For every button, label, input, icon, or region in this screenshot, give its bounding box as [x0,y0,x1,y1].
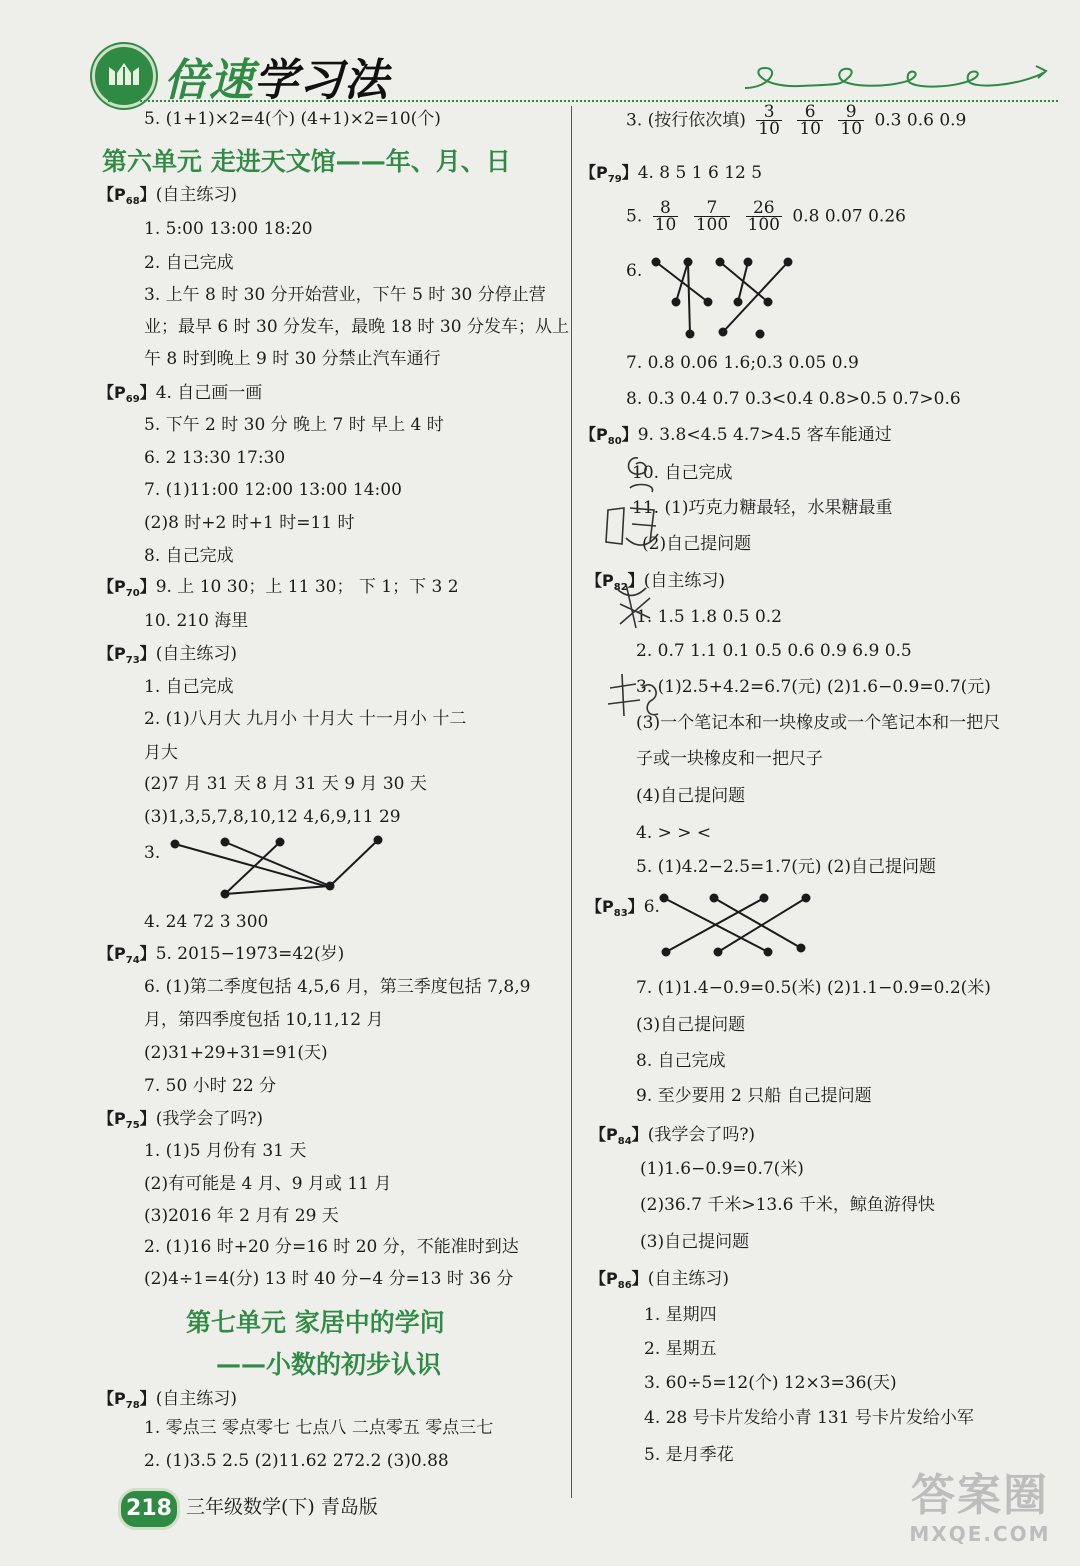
page-ref-p68: 【$P_{68}$】(自主练习) [98,185,237,208]
page-ref-p69: 【$P_{69}$】4. 自己画一画 [98,383,263,406]
answer-line: (4)自己提问题 [636,786,746,806]
answer-line: (3)1,3,5,7,8,10,12 4,6,9,11 29 [144,807,401,827]
page-ref-p78: 【$P_{78}$】(自主练习) [98,1389,237,1412]
answer-line: 1. 5:00 13:00 18:20 [144,219,313,239]
answer-line: (2)7 月 31 天 8 月 31 天 9 月 30 天 [144,774,427,794]
matching-diagram-left [160,830,390,910]
answer-line: 6. 2 13:30 17:30 [144,448,286,468]
answer-line: 2. 0.7 1.1 0.1 0.5 0.6 0.9 6.9 0.5 [636,641,912,661]
answer-line: 5. (1)4.2−2.5=1.7(元) (2)自己提问题 [636,857,937,877]
answer-line: (1)1.6−0.9=0.7(米) [640,1159,804,1179]
answer-line: (3)自己提问题 [640,1232,750,1252]
answer-line: (3)2016 年 2 月有 29 天 [144,1206,339,1226]
answer-line: 3. 60÷5=12(个) 12×3=36(天) [644,1373,897,1393]
unit-seven-title: 第七单元 家居中的学问 [186,1308,445,1337]
answer-line: 8. 自己完成 [144,546,234,566]
answer-line-fractions-2: 5. $\frac{8}{10}$ $\frac{7}{100}$ $\frac{26}{100}$ 0.8 0.07 0.26 [626,198,906,235]
page-ref-p84: 【$P_{84}$】(我学会了吗?) [590,1125,756,1148]
answer-line: 5. (1+1)×2=4(个) (4+1)×2=10(个) [144,109,441,129]
answer-line: 10. 自己完成 [632,463,733,483]
fraction: $\frac{3}{10}$ [758,102,780,139]
answer-line: 2. 自己完成 [144,253,234,273]
answer-line: 4. 28 号卡片发给小青 131 号卡片发给小军 [644,1408,974,1428]
answer-line: 7. (1)1.4−0.9=0.5(米) (2)1.1−0.9=0.2(米) [636,978,991,998]
answer-line: 3. [144,843,161,863]
page-ref-p74: 【$P_{74}$】5. 2015−1973=42(岁) [98,944,345,967]
answer-line: 1. (1)5 月份有 31 天 [144,1141,307,1161]
unit-seven-subtitle: ——小数的初步认识 [216,1350,442,1379]
answer-line: (2)31+29+31=91(天) [144,1043,328,1063]
answer-line: (2)4÷1=4(分) 13 时 40 分−4 分=13 时 36 分 [144,1269,514,1289]
answer-line: 9. 至少要用 2 只船 自己提问题 [636,1086,872,1106]
page-ref-p83: 【$P_{83}$】6. [586,897,660,920]
answer-line: 子或一块橡皮和一把尺子 [636,749,823,769]
page-ref-p79: 【$P_{79}$】4. 8 5 1 6 12 5 [580,163,763,186]
answer-line: 2. (1)3.5 2.5 (2)11.62 272.2 (3)0.88 [144,1451,449,1471]
page-ref-p70: 【$P_{70}$】9. 上 10 30；上 11 30； 下 1；下 3 2 [98,577,459,600]
answer-line: 7. 50 小时 22 分 [144,1076,277,1096]
page-ref-p75: 【$P_{75}$】(我学会了吗?) [98,1109,264,1132]
answer-line: 7. (1)11:00 12:00 13:00 14:00 [144,480,402,500]
answer-line: 8. 0.3 0.4 0.7 0.3<0.4 0.8>0.5 0.7>0.6 [626,389,961,409]
answer-line: (2)自己提问题 [642,534,752,554]
fraction: $\frac{9}{10}$ [840,102,863,139]
answer-line: 业；最早 6 时 30 分发车，最晚 18 时 30 分发车；从上 [144,317,569,337]
matching-diagram-right-2 [656,890,826,960]
fraction: $\frac{6}{10}$ [799,102,821,139]
answer-line: 1. 自己完成 [144,677,234,697]
book-title-footer: 三年级数学(下) 青岛版 [186,1496,378,1518]
answer-line: (3)自己提问题 [636,1015,746,1035]
column-divider [571,106,572,1498]
answer-line: 7. 0.8 0.06 1.6;0.3 0.05 0.9 [626,353,859,373]
pen-scribble-icon [596,448,676,748]
answer-line: 月，第四季度包括 10,11,12 月 [144,1010,384,1030]
matching-diagram-right-1 [648,252,798,344]
brand-title: 倍速学习法 [164,55,389,106]
answer-line: 10. 210 海里 [144,611,249,631]
answer-line: 8. 自己完成 [636,1051,726,1071]
swirl-decoration-icon [740,58,1060,98]
header-dotted-rule [108,100,1058,102]
answer-line: 4. > > < [636,823,712,843]
answer-line: 4. 24 72 3 300 [144,912,269,932]
answer-line: 2. (1)16 时+20 分=16 时 20 分，不能准时到达 [144,1237,519,1257]
answer-line: 6. [626,261,643,281]
answer-line: 1. 1.5 1.8 0.5 0.2 [636,607,782,627]
fraction: $\frac{7}{100}$ [695,198,729,235]
answer-line-fractions-1: 3. (按行依次填) $\frac{3}{10}$ $\frac{6}{10}$ $\frac{9}{10}$ 0.3 0.6 0.9 [626,102,967,139]
answer-line: 2. 星期五 [644,1339,717,1359]
unit-six-title: 第六单元 走进天文馆——年、月、日 [102,147,511,176]
fraction: $\frac{26}{100}$ [747,198,780,235]
page-ref-p80: 【$P_{80}$】9. 3.8<4.5 4.7>4.5 客车能通过 [580,425,892,448]
answer-line: 5. 下午 2 时 30 分 晚上 7 时 早上 4 时 [144,415,444,435]
fraction: $\frac{8}{10}$ [654,198,677,235]
page-ref-p86: 【$P_{86}$】(自主练习) [590,1269,729,1292]
page-ref-p82: 【$P_{82}$】(自主练习) [586,571,725,594]
answer-line: (3)一个笔记本和一块橡皮或一个笔记本和一把尺 [636,713,1001,733]
answer-line: (2)36.7 千米>13.6 千米，鲸鱼游得快 [640,1195,935,1215]
watermark-logo: 答案圈 MXQE.COM [909,1470,1051,1546]
answer-line: 11. (1)巧克力糖最轻，水果糖最重 [632,498,893,518]
answer-line: 月大 [144,743,178,763]
page-header [0,0,1080,110]
answer-line: 3. (1)2.5+4.2=6.7(元) (2)1.6−0.9=0.7(元) [636,677,991,697]
answer-line: 2. (1)八月大 九月小 十月大 十一月小 十二 [144,709,467,729]
answer-line: 1. 零点三 零点零七 七点八 二点零五 零点三七 [144,1418,494,1438]
answer-line: 午 8 时到晚上 9 时 30 分禁止汽车通行 [144,349,441,369]
answer-line: 5. 是月季花 [644,1445,734,1465]
answer-line: (2)有可能是 4 月、9 月或 11 月 [144,1174,392,1194]
book-logo-icon [92,44,156,108]
answer-line: 3. 上午 8 时 30 分开始营业，下午 5 时 30 分停止营 [144,285,546,305]
answer-line: 1. 星期四 [644,1305,717,1325]
page-number-badge: 218 [118,1488,180,1530]
answer-line: (2)8 时+2 时+1 时=11 时 [144,513,355,533]
page-ref-p73: 【$P_{73}$】(自主练习) [98,644,237,667]
answer-line: 6. (1)第二季度包括 4,5,6 月，第三季度包括 7,8,9 [144,977,531,997]
